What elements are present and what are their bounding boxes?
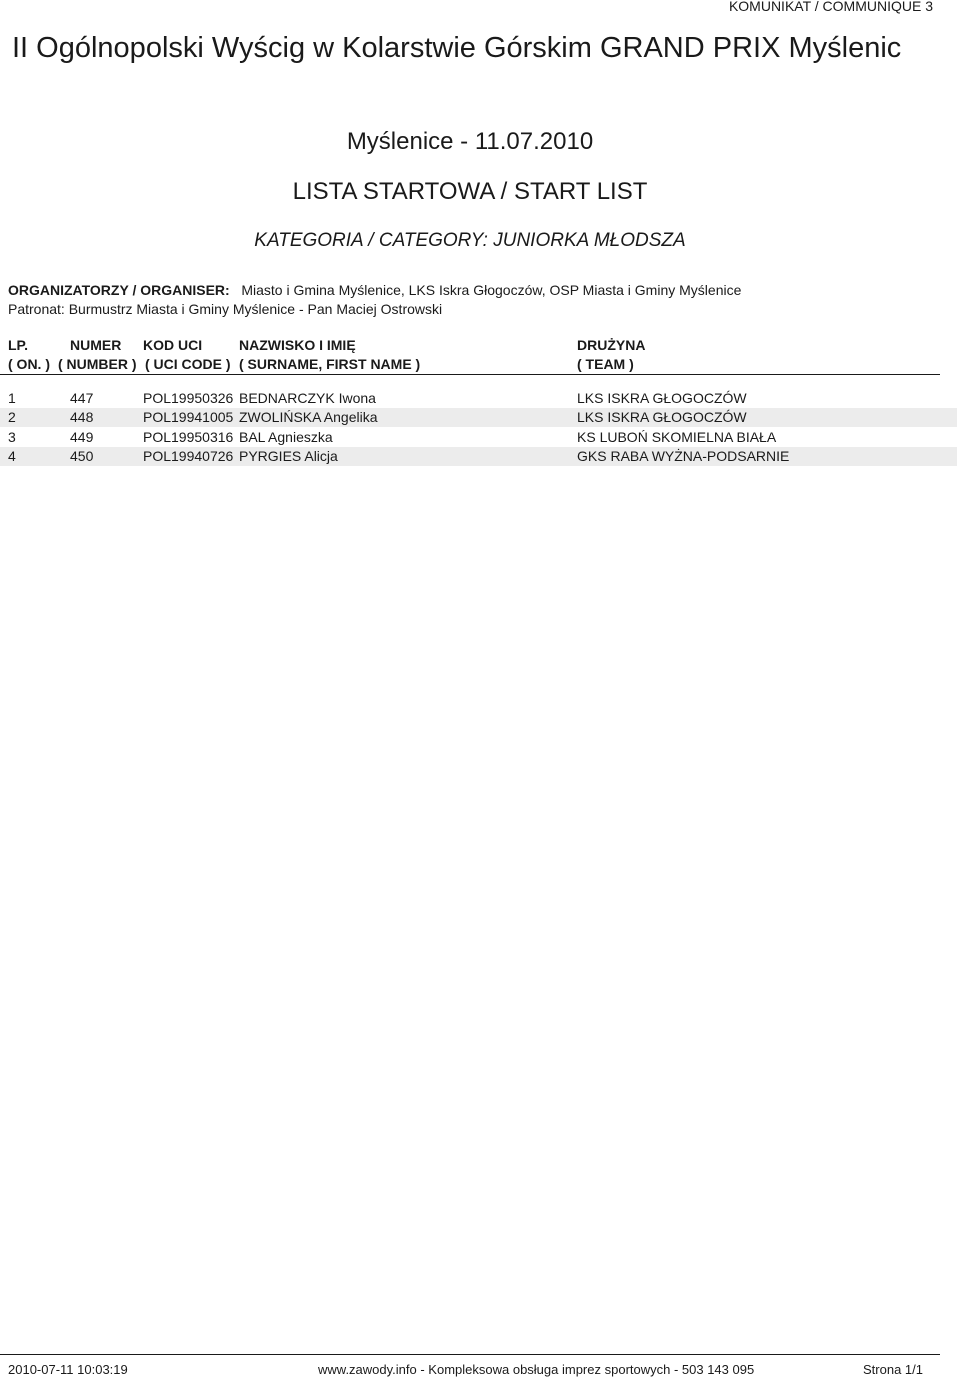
header-lp: LP. — [8, 337, 28, 353]
cell-lp: 2 — [8, 409, 16, 425]
cell-lp: 3 — [8, 429, 16, 445]
header-uci: KOD UCI — [143, 337, 203, 353]
cell-lp: 1 — [8, 390, 16, 406]
header-number-en: ( NUMBER ) — [58, 356, 137, 372]
cell-lp: 4 — [8, 448, 16, 464]
header-name: NAZWISKO I IMIĘ — [239, 337, 356, 353]
header-divider — [0, 374, 940, 375]
cell-team: LKS ISKRA GŁOGOCZÓW — [577, 390, 747, 406]
place-date: Myślenice - 11.07.2010 — [346, 128, 594, 155]
footer-page-number: Strona 1/1 — [863, 1362, 923, 1377]
header-team: DRUŻYNA — [577, 337, 646, 353]
category-title: KATEGORIA / CATEGORY: JUNIORKA MŁODSZA — [254, 230, 686, 251]
cell-name: BEDNARCZYK Iwona — [239, 390, 376, 406]
communique-label: KOMUNIKAT / COMMUNIQUE 3 — [728, 0, 933, 14]
patronat-line: Patronat: Burmustrz Miasta i Gminy Myślenice - Pan Maciej Ostrowski — [8, 301, 443, 317]
cell-team: KS LUBOŃ SKOMIELNA BIAŁA — [577, 429, 777, 445]
header-number: NUMER — [70, 337, 122, 353]
footer-timestamp: 2010-07-11 10:03:19 — [8, 1362, 128, 1377]
cell-number: 447 — [70, 390, 94, 406]
cell-number: 450 — [70, 448, 94, 464]
cell-uci: POL19941005 — [143, 409, 234, 425]
cell-uci: POL19950326 — [143, 390, 234, 406]
list-title: LISTA STARTOWA / START LIST — [292, 178, 648, 205]
organiser-label: ORGANIZATORZY / ORGANISER: — [8, 282, 230, 298]
table-row — [0, 447, 957, 466]
footer-divider — [0, 1354, 940, 1355]
cell-team: GKS RABA WYŻNA-PODSARNIE — [577, 448, 790, 464]
event-title: II Ogólnopolski Wyścig w Kolarstwie Górskim GRAND PRIX Myślenic — [12, 32, 902, 64]
cell-team: LKS ISKRA GŁOGOCZÓW — [577, 409, 747, 425]
header-name-en: ( SURNAME, FIRST NAME ) — [239, 356, 421, 372]
cell-name: ZWOLIŃSKA Angelika — [239, 409, 378, 425]
table-row — [0, 408, 957, 427]
table-row — [0, 389, 957, 408]
organiser-value: Miasto i Gmina Myślenice, LKS Iskra Głogoczów, OSP Miasta i Gminy Myślenice — [241, 282, 742, 298]
cell-uci: POL19950316 — [143, 429, 234, 445]
header-lp-en: ( ON. ) — [8, 356, 50, 372]
cell-name: BAL Agnieszka — [239, 429, 333, 445]
header-uci-en: ( UCI CODE ) — [145, 356, 231, 372]
footer-website: www.zawody.info - Kompleksowa obsługa imprez sportowych - 503 143 095 — [318, 1362, 755, 1377]
cell-name: PYRGIES Alicja — [239, 448, 338, 464]
header-team-en: ( TEAM ) — [577, 356, 634, 372]
organiser-line — [8, 282, 741, 298]
cell-number: 449 — [70, 429, 94, 445]
table-row — [0, 428, 957, 447]
cell-number: 448 — [70, 409, 94, 425]
cell-uci: POL19940726 — [143, 448, 234, 464]
